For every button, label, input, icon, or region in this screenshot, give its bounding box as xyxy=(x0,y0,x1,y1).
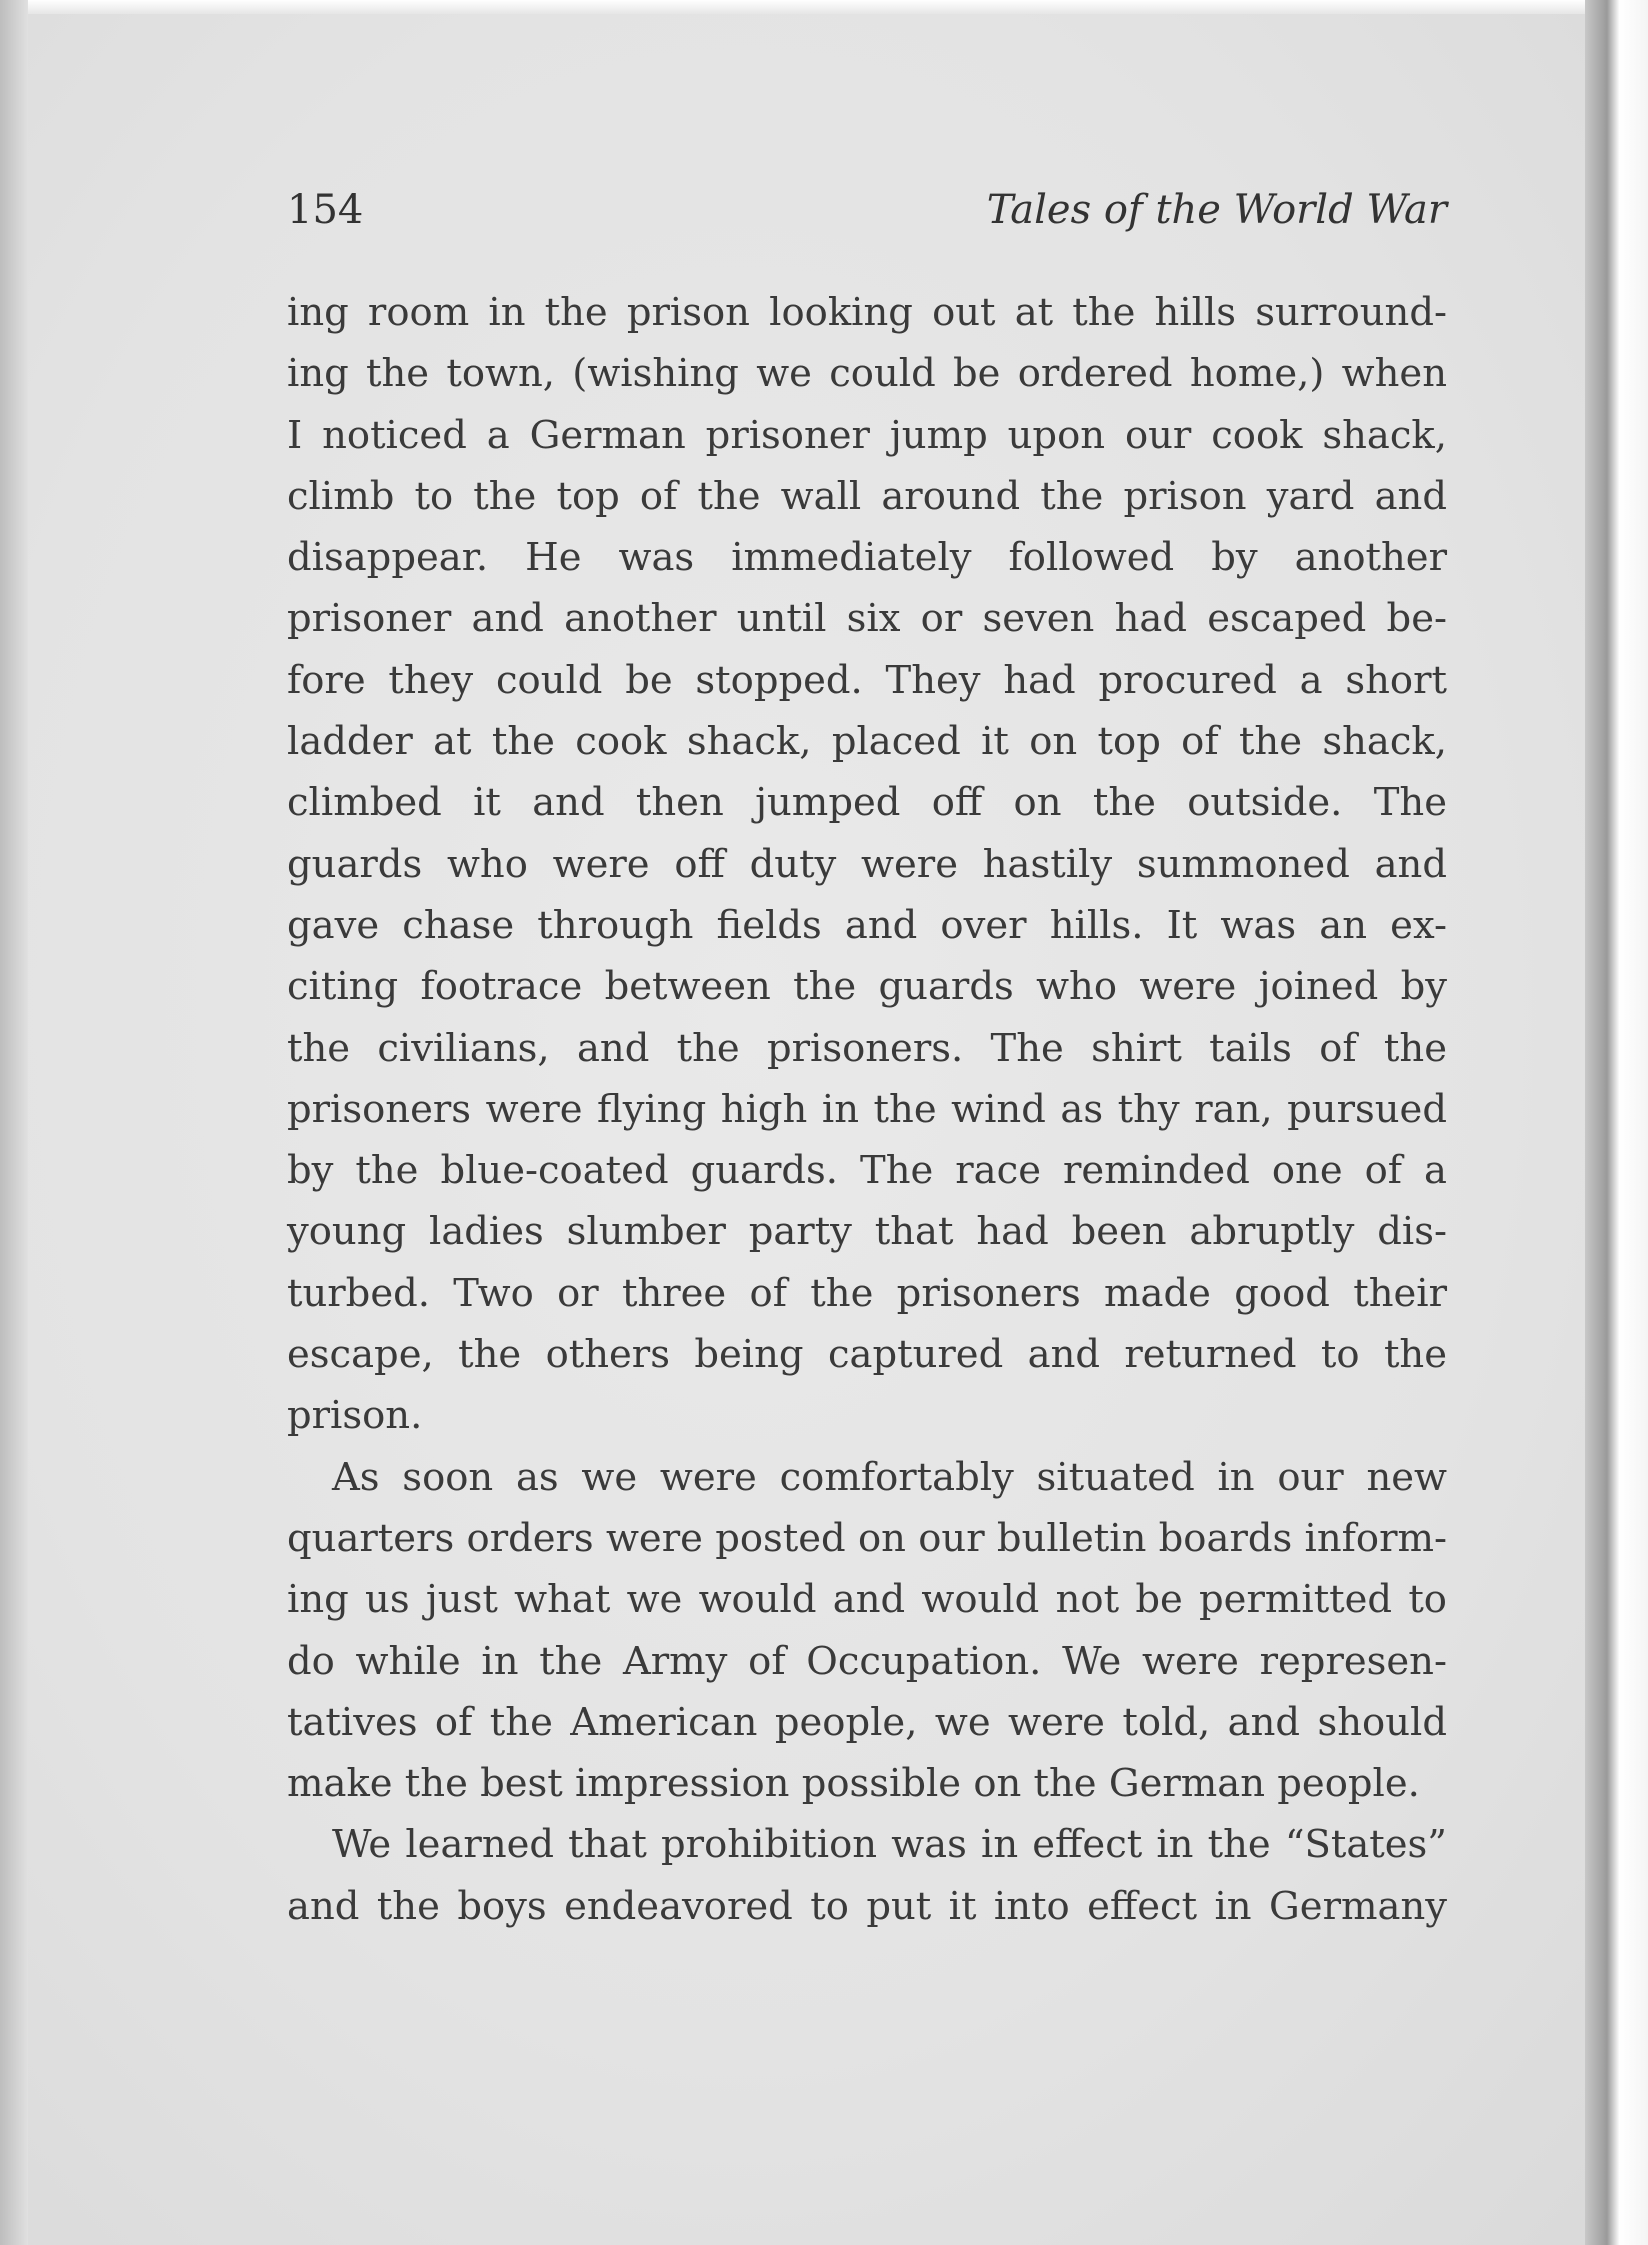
page-number: 154 xyxy=(287,187,364,233)
text-line: tatives of the American people, we were told, and should xyxy=(287,1699,1447,1745)
text-line: We learned that prohibition was in effect in the “States” xyxy=(332,1822,1447,1868)
text-line: gave chase through fields and over hills. It was an ex- xyxy=(287,902,1447,948)
text-line: climb to the top of the wall around the prison yard and xyxy=(287,473,1447,519)
paragraph xyxy=(287,1447,1447,1815)
text-line: disappear. He was immediately followed by another xyxy=(287,535,1447,581)
text-line: quarters orders were posted on our bulletin boards inform- xyxy=(287,1515,1447,1561)
text-line: do while in the Army of Occupation. We were represen- xyxy=(287,1638,1447,1684)
running-title: Tales of the World War xyxy=(986,187,1447,233)
text-line: fore they could be stopped. They had procured a short xyxy=(287,657,1447,703)
text-line: ing us just what we would and would not be permitted to xyxy=(287,1577,1447,1623)
text-line: make the best impression possible on the German people. xyxy=(287,1761,1420,1807)
running-head xyxy=(287,180,1447,240)
text-line: ing room in the prison looking out at the hills surround- xyxy=(287,290,1447,335)
paragraph xyxy=(287,1814,1447,1937)
text-line: ladder at the cook shack, placed it on top of the shack, xyxy=(287,719,1447,765)
text-line: climbed it and then jumped off on the outside. The xyxy=(287,780,1447,826)
text-line: prisoner and another until six or seven had escaped be- xyxy=(287,596,1447,642)
text-line: guards who were off duty were hastily summoned and xyxy=(287,841,1447,887)
text-line: escape, the others being captured and returned to the xyxy=(287,1332,1447,1378)
paragraph xyxy=(287,282,1447,1447)
text-line: As soon as we were comfortably situated in our new xyxy=(332,1454,1447,1500)
text-line: ing the town, (wishing we could be ordered home,) when xyxy=(287,351,1447,397)
text-line: turbed. Two or three of the prisoners made good their xyxy=(287,1270,1447,1316)
text-line: prisoners were flying high in the wind as thy ran, pursued xyxy=(287,1086,1447,1132)
text-line: citing footrace between the guards who were joined by xyxy=(287,964,1447,1010)
text-line: and the boys endeavored to put it into effect in Germany xyxy=(287,1883,1447,1929)
text-line: I noticed a German prisoner jump upon our cook shack, xyxy=(287,412,1447,458)
text-line: the civilians, and the prisoners. The shirt tails of the xyxy=(287,1025,1447,1071)
page-left-edge xyxy=(0,0,28,2245)
text-line: young ladies slumber party that had been abruptly dis- xyxy=(287,1209,1447,1255)
page-top-edge xyxy=(0,0,1648,14)
page-binding-edge xyxy=(1585,0,1648,2245)
body-text xyxy=(287,282,1447,1937)
text-line: by the blue-coated guards. The race reminded one of a xyxy=(287,1148,1447,1194)
text-line: prison. xyxy=(287,1393,423,1439)
